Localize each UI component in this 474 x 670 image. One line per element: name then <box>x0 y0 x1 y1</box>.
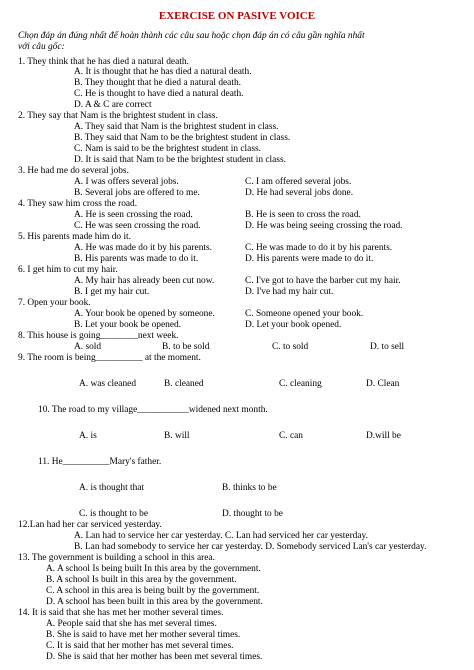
question-5-stem: 5. His parents made him do it. <box>18 232 132 242</box>
question-1-option-c: C. He is thought to have died a natural death. <box>74 89 244 99</box>
question-3-option-d: D. He had several jobs done. <box>245 188 354 198</box>
question-10-option-d: D.will be <box>366 431 401 441</box>
question-6-stem: 6. I get him to cut my hair. <box>18 265 118 275</box>
question-10-option-c: C. can <box>279 431 303 441</box>
question-7-option-a: A. Your book be opened by someone. <box>74 309 215 319</box>
question-13-option-a: A. A school Is being built In this area by the government. <box>46 564 261 574</box>
question-9-option-a: A. was cleaned <box>79 379 137 389</box>
question-4-option-c: C. He was seen crossing the road. <box>74 221 201 231</box>
question-6-option-d: D. I've had my hair cut. <box>245 287 334 297</box>
question-3-option-a: A. I was offers several jobs. <box>74 177 179 187</box>
question-14-option-b: B. She is said to have met her mother several times. <box>46 630 241 640</box>
question-13-option-b: B. A school Is built in this area by the government. <box>46 575 237 585</box>
question-7-option-c: C. Someone opened your book. <box>245 309 364 319</box>
question-5-option-d: D. His parents were made to do it. <box>245 254 374 264</box>
question-10-stem: 10. The road to my village___________widened next month. <box>38 405 268 415</box>
question-4-option-a: A. He is seen crossing the road. <box>74 210 193 220</box>
question-8-stem: 8. This house is going________next week. <box>18 331 179 341</box>
question-1-option-d: D. A & C are correct <box>74 100 152 110</box>
question-6-option-a: A. My hair has already been cut now. <box>74 276 215 286</box>
question-11-option-d: D. thought to be <box>222 509 283 519</box>
question-11-option-b: B. thinks to be <box>222 483 277 493</box>
question-9-option-b: B. cleaned <box>164 379 204 389</box>
question-12-options-b-d: B. Lan had somebody to service her car yesterday. D. Somebody serviced Lan's car yesterday. <box>74 542 427 552</box>
question-8-option-c: C. to sold <box>272 342 309 352</box>
question-7-stem: 7. Open your book. <box>18 298 91 308</box>
question-1-option-a: A. It is thought that he has died a natural death. <box>74 67 252 77</box>
question-6-option-c: C. I've got to have the barber cut my hair. <box>245 276 401 286</box>
question-14-stem: 14. It is said that she has met her mother several times. <box>18 608 224 618</box>
question-7-option-d: D. Let your book opened. <box>245 320 342 330</box>
question-10-option-a: A. is <box>79 431 97 441</box>
instruction-line-2: với câu gốc: <box>18 42 65 52</box>
question-4-option-b: B. He is seen to cross the road. <box>245 210 361 220</box>
question-14-option-a: A. People said that she has met several times. <box>46 619 217 629</box>
question-8-option-b: B. to be sold <box>162 342 210 352</box>
question-1-option-b: B. They thought that he died a natural death. <box>74 78 241 88</box>
page-title: EXERCISE ON PASIVE VOICE <box>158 10 316 22</box>
question-1-stem: 1. They think that he has died a natural death. <box>18 57 189 67</box>
question-13-stem: 13. The government is building a school in this area. <box>18 553 215 563</box>
question-3-stem: 3. He had me do several jobs. <box>18 166 129 176</box>
question-2-option-b: B. They said that Nam to be the brightest student in class. <box>74 133 291 143</box>
question-2-option-a: A. They said that Nam is the brightest student in class. <box>74 122 279 132</box>
question-4-stem: 4. They saw him cross the road. <box>18 199 138 209</box>
question-12-stem: 12.Lan had her car serviced yesterday. <box>18 520 162 530</box>
question-9-stem: 9. The room is being__________ at the moment. <box>18 353 201 363</box>
question-3-option-b: B. Several jobs are offered to me. <box>74 188 200 198</box>
question-7-option-b: B. Let your book be opened. <box>74 320 182 330</box>
question-13-option-c: C. A school in this area is being built by the government. <box>46 586 260 596</box>
question-11-option-a: A. is thought that <box>79 483 145 493</box>
question-5-option-b: B. His parents was made to do it. <box>74 254 199 264</box>
question-5-option-a: A. He was made do it by his parents. <box>74 243 212 253</box>
question-11-stem: 11. He__________Mary's father. <box>38 457 162 467</box>
question-13-option-d: D. A school has been built in this area by the government. <box>46 597 263 607</box>
question-14-option-c: C. It is said that her mother has met several times. <box>46 641 234 651</box>
question-5-option-c: C. He was made to do it by his parents. <box>245 243 393 253</box>
question-6-option-b: B. I get my hair cut. <box>74 287 150 297</box>
question-2-option-d: D. It is said that Nam to be the brightest student in class. <box>74 155 286 165</box>
question-2-stem: 2. They say that Nam is the brightest student in class. <box>18 111 218 121</box>
question-11-option-c: C. is thought to be <box>79 509 149 519</box>
question-12-options-a-c: A. Lan had to service her car yesterday. C. Lan had serviced her car yesterday. <box>74 531 368 541</box>
instruction-line-1: Chọn đáp án đúng nhất để hoàn thành các câu sau hoặc chọn đáp án có câu gần nghĩa nhất <box>18 31 365 41</box>
question-2-option-c: C. Nam is said to be the brightest student in class. <box>74 144 261 154</box>
question-14-option-d: D. She is said that her mother has been met several times. <box>46 652 263 662</box>
question-10-option-b: B. will <box>164 431 190 441</box>
question-3-option-c: C. I am offered several jobs. <box>245 177 352 187</box>
question-8-option-d: D. to sell <box>370 342 405 352</box>
question-4-option-d: D. He was being seeing crossing the road. <box>245 221 403 231</box>
question-9-option-c: C. cleaning <box>279 379 322 389</box>
question-8-option-a: A. sold <box>74 342 102 352</box>
question-9-option-d: D. Clean <box>366 379 400 389</box>
